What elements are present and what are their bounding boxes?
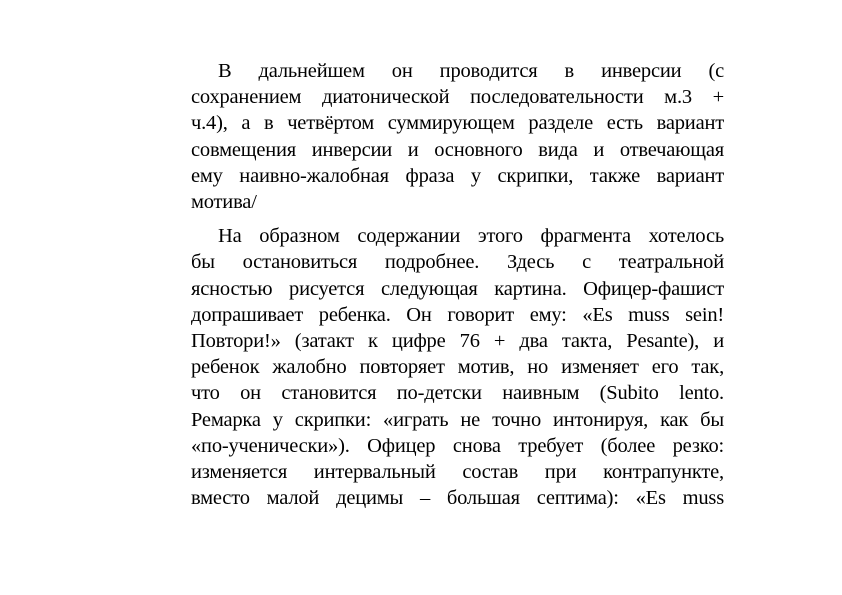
text-line: допрашивает ребенка. Он говорит ему: «Es muss sein!	[191, 303, 724, 326]
paragraph-2	[191, 223, 724, 511]
body-text	[191, 58, 724, 511]
text-line: ясностью рисуется следующая картина. Офицер-фашист	[191, 277, 724, 300]
text-line: На образном содержании этого фрагмента хотелось	[218, 225, 724, 248]
paragraph-1	[191, 58, 724, 215]
text-line: сохранением диатонической последовательности м.3 +	[191, 86, 724, 109]
text-line: Повтори!» (затакт к цифре 76 + два такта, Pesante), и	[191, 330, 724, 353]
text-line: совмещения инверсии и основного вида и отвечающая	[191, 138, 724, 161]
text-line: ему наивно-жалобная фраза у скрипки, также вариант	[191, 164, 724, 187]
text-line: изменяется интервальный состав при контрапункте,	[191, 461, 724, 484]
text-line: вместо малой децимы – большая септима): «Es muss	[191, 487, 724, 510]
text-line: ч.4), а в четвёртом суммирующем разделе есть вариант	[191, 112, 724, 135]
text-line: «по-ученически»). Офицер снова требует (более резко:	[191, 434, 724, 457]
text-line: Ремарка у скрипки: «играть не точно интонируя, как бы	[191, 408, 724, 431]
text-line: мотива/	[191, 191, 257, 214]
text-line: бы остановиться подробнее. Здесь с театральной	[191, 251, 724, 274]
text-line: В дальнейшем он проводится в инверсии (с	[218, 60, 724, 82]
text-line: что он становится по-детски наивным (Subito lento.	[191, 382, 724, 405]
text-line: ребенок жалобно повторяет мотив, но изменяет его так,	[191, 356, 724, 379]
